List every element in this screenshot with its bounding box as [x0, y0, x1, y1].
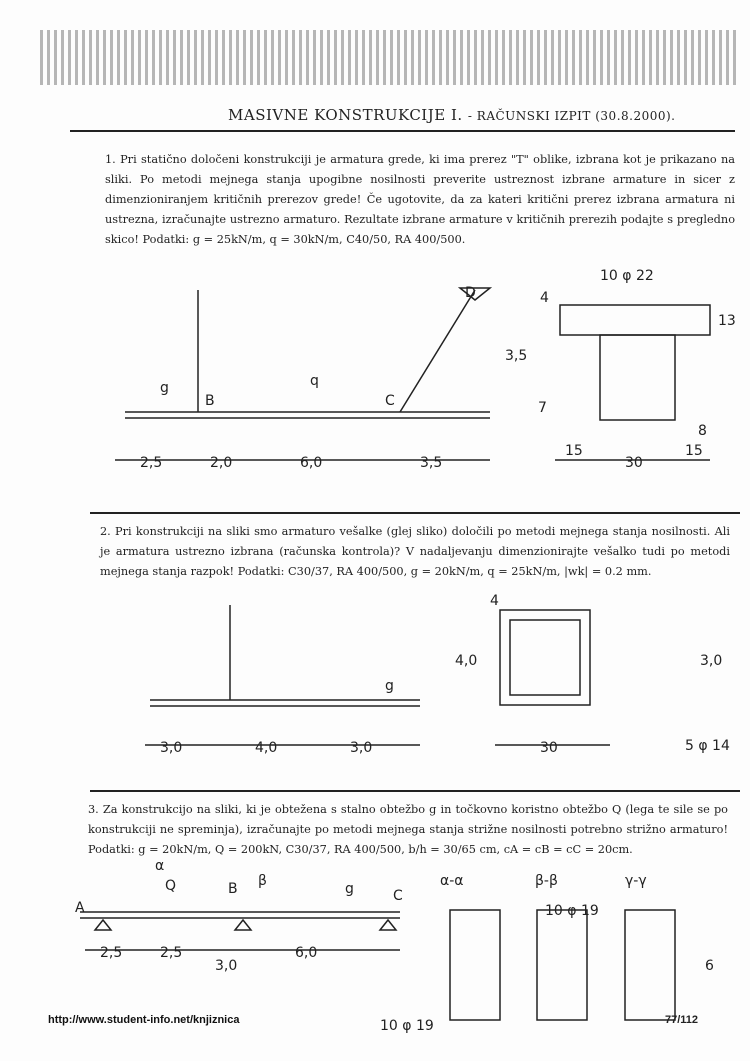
t-web	[600, 335, 675, 420]
source-link[interactable]: http://www.student-info.net/knjiznica	[48, 1014, 240, 1026]
hollow-box	[500, 610, 590, 705]
svg-text:13: 13	[718, 313, 736, 329]
t-flange	[560, 305, 710, 335]
svg-text:4,0: 4,0	[455, 653, 478, 669]
svg-text:6,0: 6,0	[300, 455, 323, 471]
svg-text:α: α	[155, 858, 165, 874]
svg-text:30: 30	[540, 740, 558, 756]
svg-text:5 φ 14: 5 φ 14	[685, 738, 730, 754]
divider	[90, 512, 740, 514]
svg-text:30: 30	[625, 455, 643, 471]
svg-text:A: A	[75, 900, 85, 916]
svg-text:C: C	[393, 888, 403, 904]
svg-text:B: B	[205, 393, 215, 409]
svg-text:g: g	[385, 678, 394, 694]
svg-text:8: 8	[698, 423, 707, 439]
svg-text:7: 7	[538, 400, 547, 416]
svg-text:2,5: 2,5	[160, 945, 183, 961]
svg-text:β-β: β-β	[535, 873, 558, 889]
svg-text:γ-γ: γ-γ	[625, 873, 647, 889]
label-D: D	[465, 285, 476, 301]
divider	[90, 790, 740, 792]
svg-text:6: 6	[705, 958, 714, 974]
svg-text:3,0: 3,0	[700, 653, 723, 669]
svg-text:β: β	[258, 873, 267, 889]
page-number: 77/112	[665, 1014, 699, 1026]
svg-text:3,0: 3,0	[215, 958, 238, 974]
svg-text:2,0: 2,0	[210, 455, 233, 471]
svg-text:4,0: 4,0	[255, 740, 278, 756]
svg-text:10 φ 19: 10 φ 19	[545, 903, 599, 919]
svg-text:3,5: 3,5	[420, 455, 443, 471]
svg-text:B: B	[228, 881, 238, 897]
svg-text:6,0: 6,0	[295, 945, 318, 961]
svg-text:g: g	[160, 380, 169, 396]
problem-1-text: 1. Pri statično določeni konstrukciji je armatura grede, ki ima prerez "T" oblike, izbrana kot je prikazano na sliki. Po metodi mejnega stanja upogibne nosilnosti preverite ustreznost izbrane armature in sicer z dimenzioniranjem kritičnih prerezov grede! Če ugotovite, da za kateri kritični prerez izbrana armatura ni ustrezna, izračunajte ustrezno armaturo. Rezultate izbrane armature v kritičnih prerezih podajte s pregledno skico! Podatki: g = 25kN/m, q = 30kN/m, C40/50, RA 400/500.	[105, 153, 735, 246]
svg-text:10 φ 22: 10 φ 22	[600, 268, 654, 284]
svg-text:3,0: 3,0	[160, 740, 183, 756]
page-title: MASIVNE KONSTRUKCIJE I. - RAČUNSKI IZPIT (30.8.2000).	[228, 106, 676, 124]
svg-text:4: 4	[490, 593, 499, 609]
strut	[400, 290, 475, 412]
svg-text:3,5: 3,5	[505, 348, 528, 364]
svg-text:Q: Q	[165, 878, 177, 894]
problem-2-text: 2. Pri konstrukciji na sliki smo armaturo vešalke (glej sliko) določili po metodi mejnega stanja nosilnosti. Ali je armatura ustrezno izbrana (računska kontrola)? V nadaljevanju dimenzionirajte vešalko tudi po metodi mejnega stanja razpok! Podatki: C30/37, RA 400/500, g = 20kN/m, q = 25kN/m, |wk| = 0.2 mm.	[100, 525, 730, 578]
svg-text:α-α: α-α	[440, 873, 464, 889]
svg-text:10 φ 19: 10 φ 19	[380, 1018, 434, 1034]
svg-text:4: 4	[540, 290, 549, 306]
svg-text:q: q	[310, 373, 319, 389]
svg-text:C: C	[385, 393, 395, 409]
problem-3-text: 3. Za konstrukcijo na sliki, ki je obtežena s stalno obtežbo g in točkovno koristno obtežbo Q (lega te sile se po konstrukciji ne spreminja), izračunajte po metodi mejnega stanja strižne nosilnosti potrebno strižno armaturo! Podatki: g = 20kN/m, Q = 200kN, C30/37, RA 400/500, b/h = 30/65 cm, cA = cB = cC = 20cm.	[88, 803, 728, 856]
svg-text:15: 15	[685, 443, 703, 459]
svg-text:2,5: 2,5	[140, 455, 163, 471]
svg-text:2,5: 2,5	[100, 945, 123, 961]
svg-text:3,0: 3,0	[350, 740, 373, 756]
svg-text:15: 15	[565, 443, 583, 459]
svg-text:g: g	[345, 881, 354, 897]
